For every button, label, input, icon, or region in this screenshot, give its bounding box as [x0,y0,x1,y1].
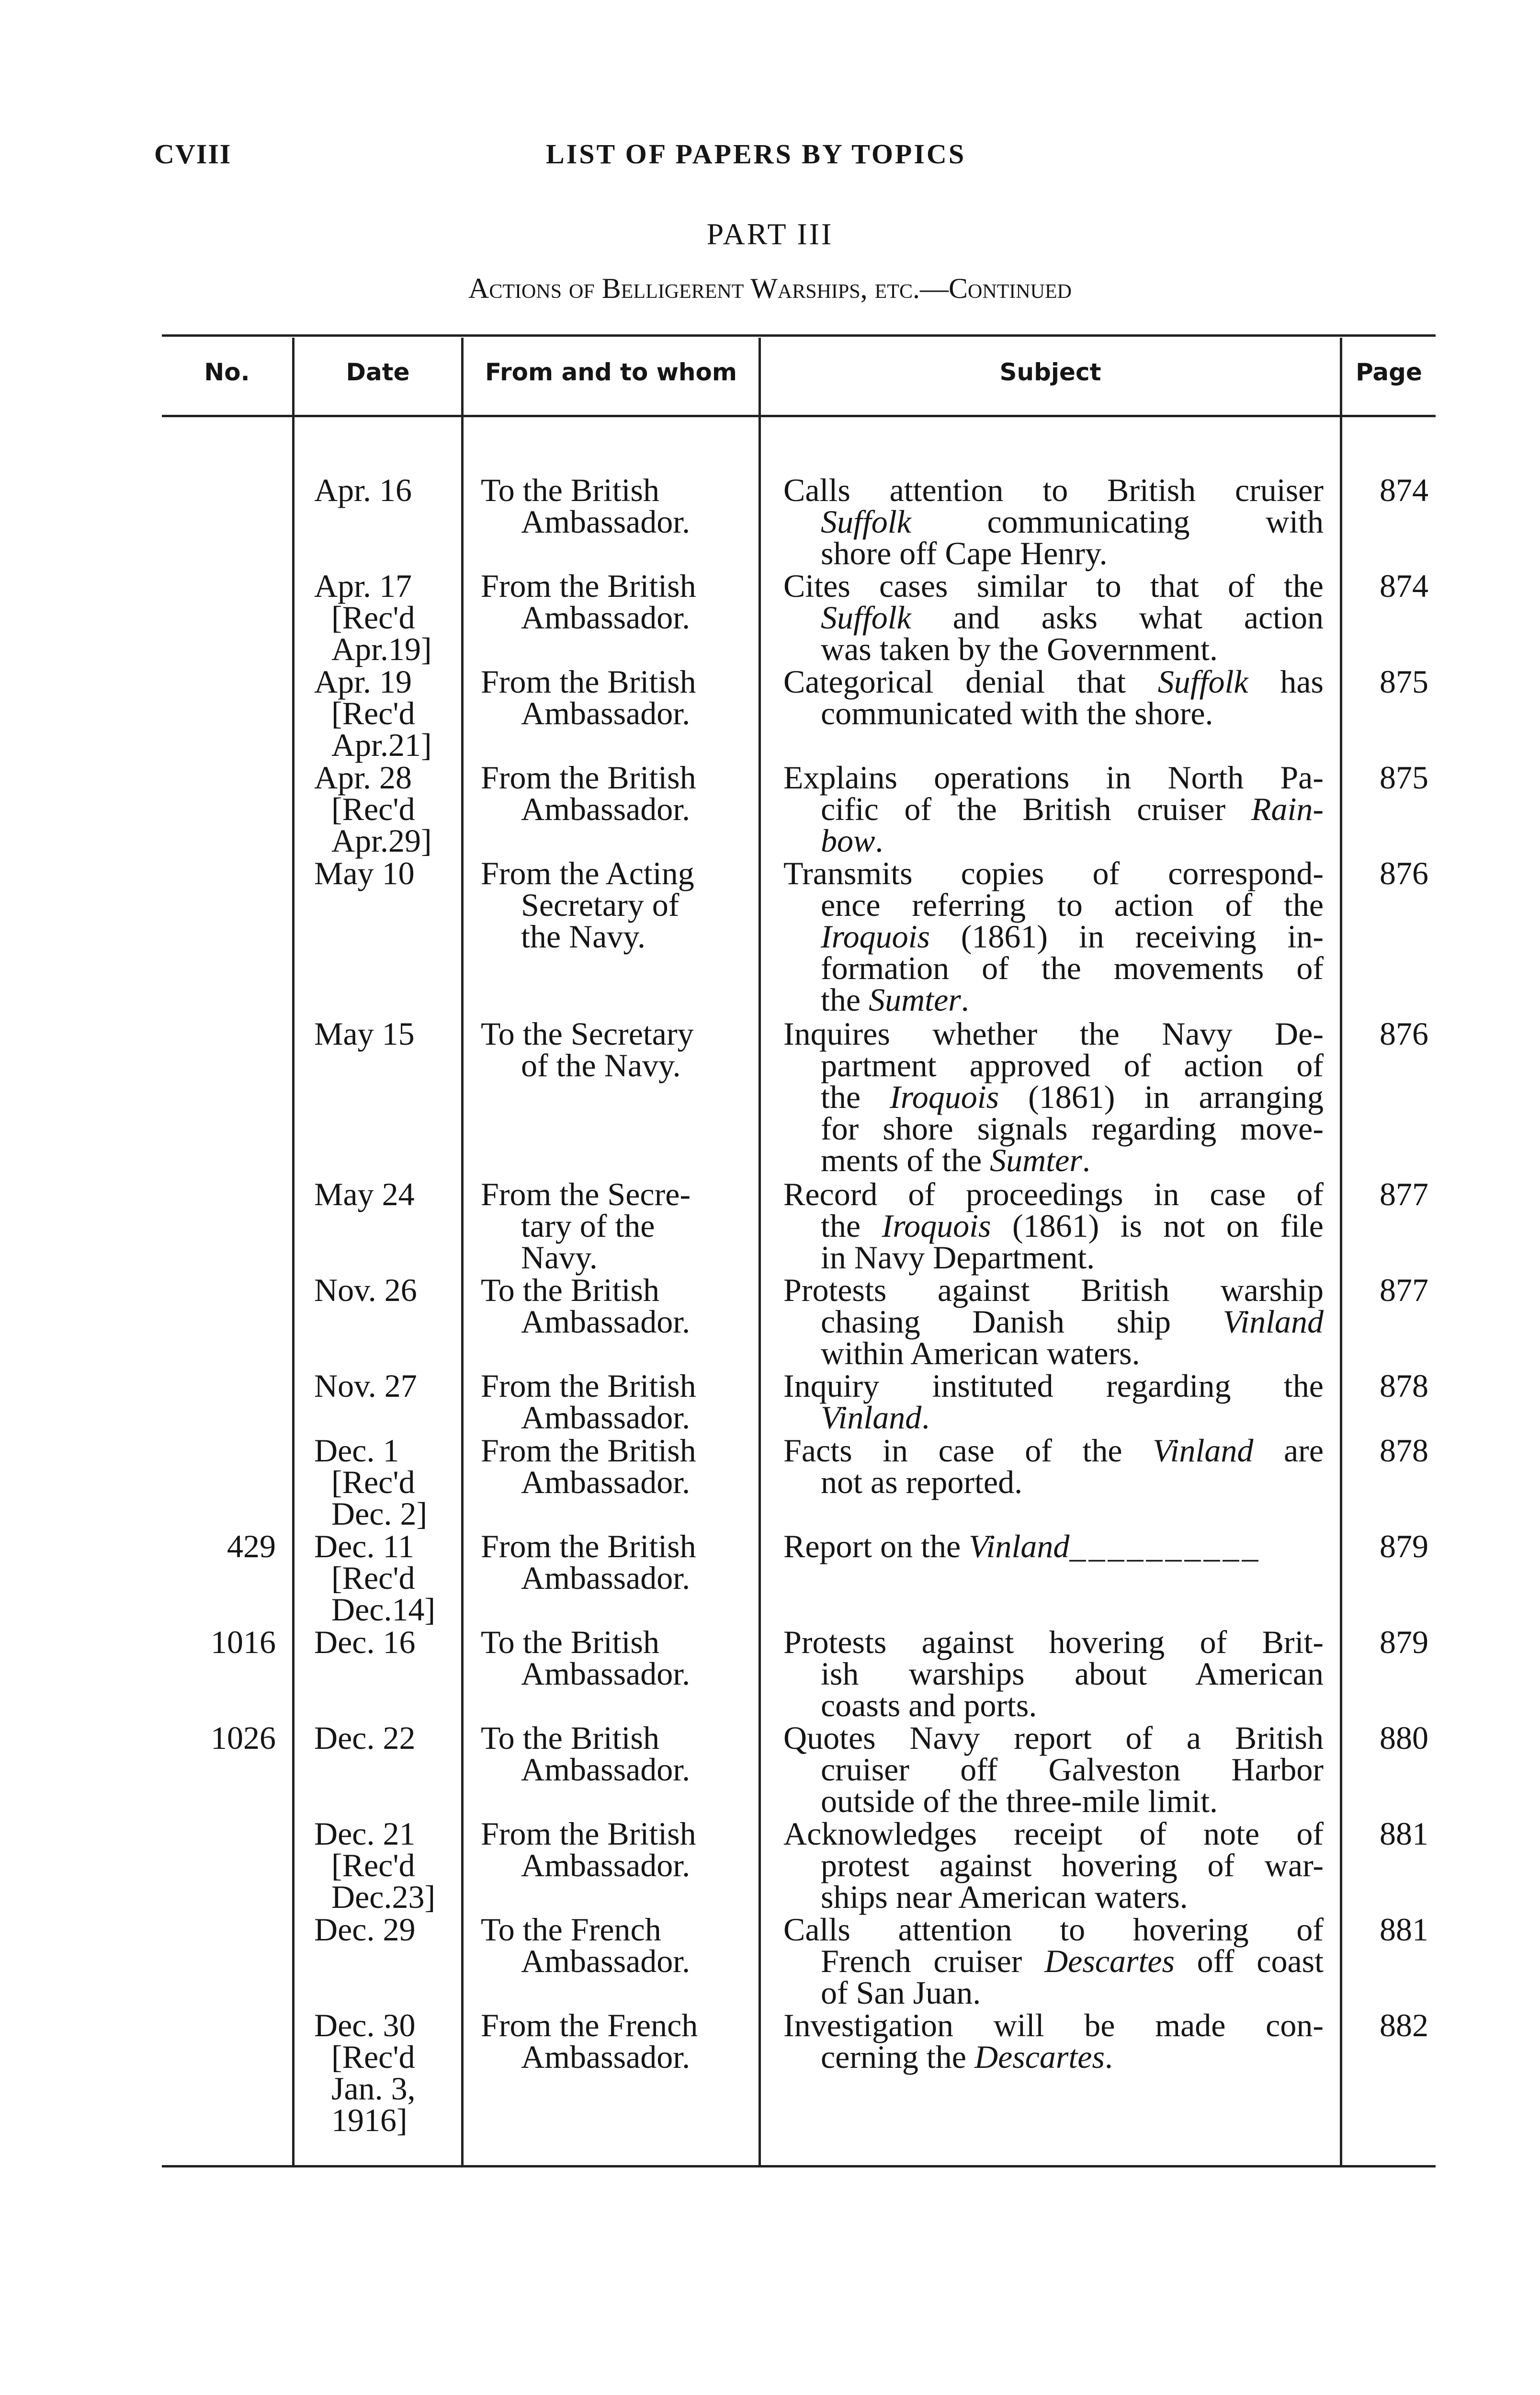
subject-cell [783,663,1324,731]
from-to-cell [481,759,752,827]
paper-number: 1026 [211,1720,276,1756]
from-to-line: From the Secre- [481,1176,691,1212]
date-cell [314,1178,458,1210]
italic-text: Sumter [869,981,961,1018]
from-to-line: Ambassador. [521,1847,691,1883]
date-line: Dec.23] [331,1879,436,1915]
from-to-line: Ambassador. [521,1751,691,1788]
from-to-cell [481,1015,752,1083]
date-line: Apr.21] [331,727,432,763]
date-line: 1916] [331,2102,408,2138]
column-divider [1340,338,1342,2165]
from-to-line: From the French [481,2007,698,2043]
column-divider [292,338,294,2165]
page-reference: 874 [1380,472,1428,508]
date-line: Dec. 22 [314,1720,416,1756]
subject-cell [783,759,1324,859]
section-subtitle: Actions of Belligerent Warships, etc.—Continued [468,273,1072,304]
column-header-page: Page [1356,358,1422,386]
date-cell [314,1015,458,1052]
from-to-line: To the British [481,1624,660,1660]
page-reference: 879 [1380,1528,1428,1564]
date-line: [Rec'd [331,695,415,731]
date-line: Dec. 11 [314,1528,414,1564]
date-line: [Rec'd [331,599,415,636]
dot-leader: __________ [1069,1528,1261,1564]
subject-cell [783,1911,1324,2011]
subject-cell [783,1274,1324,1369]
from-to-cell [481,472,752,540]
subject-line: ments of the Sumter. [821,1142,1090,1178]
italic-text: bow [821,822,875,859]
table-top-rule [162,334,1436,337]
subject-line: the Sumter. [821,981,969,1018]
subject-line: within American waters. [821,1335,1140,1371]
subject-line: Facts in case of the Vinland are [783,1432,1324,1469]
paper-number: 1016 [211,1624,276,1660]
from-to-line: the Navy. [521,918,645,955]
subject-line: Inquires whether the Navy De- [783,1015,1324,1052]
subject-line: Protests against hovering of Brit- [783,1624,1324,1660]
subject-cell [783,855,1324,1018]
date-line: May 24 [314,1176,415,1212]
from-to-line: From the British [481,1368,696,1404]
part-heading: PART III [706,217,834,251]
subject-line: Quotes Navy report of a British [783,1720,1324,1756]
subject-line: Inquiry instituted regarding the [783,1368,1324,1404]
subject-line: Suffolk and asks what action [821,599,1324,636]
date-line: Apr. 28 [314,759,412,796]
paper-number: 429 [227,1528,276,1564]
page-number: CVIII [154,138,232,170]
italic-text: Descartes [974,2039,1105,2075]
italic-text: Vinland [969,1528,1070,1564]
date-line: Apr.29] [331,822,432,859]
from-to-line: To the British [481,472,660,508]
italic-text: Vinland [1153,1432,1254,1469]
from-to-line: Ambassador. [521,1655,691,1692]
italic-text: Iroquois [821,918,930,955]
subject-line: ence referring to action of the [821,887,1324,923]
subject-cell [783,2009,1324,2073]
date-line: Apr. 16 [314,472,412,508]
subject-cell [783,1815,1324,1915]
date-line: May 10 [314,855,415,891]
subject-cell [783,1015,1324,1178]
page-reference: 878 [1380,1368,1428,1404]
from-to-cell [481,568,752,636]
from-to-line: From the British [481,663,696,700]
date-cell [314,759,458,859]
date-cell [314,1432,458,1532]
from-to-line: Secretary of [521,887,679,923]
subject-line: Record of proceedings in case of [783,1176,1324,1212]
date-cell [314,1528,458,1628]
page-reference: 876 [1380,1015,1428,1052]
from-to-line: To the French [481,1911,661,1948]
from-to-line: Ambassador. [521,503,691,540]
from-to-line: To the Secretary [481,1015,694,1052]
italic-text: Suffolk [1157,663,1248,700]
page-reference: 878 [1380,1432,1428,1469]
date-cell [314,857,458,889]
from-to-line: From the British [481,1528,696,1564]
date-line: [Rec'd [331,1464,415,1500]
from-to-line: Ambassador. [521,1560,691,1596]
subject-line: outside of the three-mile limit. [821,1783,1218,1819]
page-reference: 879 [1380,1624,1428,1660]
from-to-cell [481,1176,752,1276]
subject-line: French cruiser Descartes off coast [821,1943,1324,1979]
page-reference: 881 [1380,1911,1428,1948]
subject-line: cruiser off Galveston Harbor [821,1751,1324,1788]
date-line: Jan. 3, [331,2070,416,2107]
from-to-cell [481,1368,752,1436]
column-divider [461,338,464,2165]
subject-line: for shore signals regarding move- [821,1110,1324,1147]
page-reference: 875 [1380,663,1428,700]
from-to-cell [481,1911,752,1979]
subject-line: Categorical denial that Suffolk has [783,663,1324,700]
from-to-line: To the British [481,1720,660,1756]
date-cell [314,1274,458,1306]
italic-text: Suffolk [821,599,911,636]
from-to-line: To the British [481,1272,660,1308]
from-to-cell [481,663,752,731]
subject-line: ish warships about American [821,1655,1324,1692]
date-cell [314,570,458,665]
subject-line: was taken by the Government. [821,631,1218,667]
subject-cell [783,570,1324,665]
subject-cell [783,474,1324,569]
subject-line: Explains operations in North Pa- [783,759,1324,796]
from-to-cell [481,1624,752,1692]
italic-text: Sumter [990,1142,1082,1178]
from-to-cell [481,2009,752,2073]
column-header-date: Date [346,358,410,386]
date-line: Dec. 16 [314,1624,416,1660]
subject-line: cerning the Descartes. [821,2039,1113,2075]
date-line: Apr.19] [331,631,432,667]
subject-line: the Iroquois (1861) in arranging [821,1079,1324,1115]
from-to-line: Ambassador. [521,1399,691,1436]
page-reference: 877 [1380,1176,1428,1212]
date-cell [314,1370,458,1402]
from-to-line: From the Acting [481,855,694,891]
from-to-line: Ambassador. [521,2039,691,2075]
from-to-line: tary of the [521,1208,655,1244]
subject-line: Transmits copies of correspond- [783,855,1324,891]
subject-line: shore off Cape Henry. [821,535,1108,571]
from-to-line: of the Navy. [521,1047,681,1083]
from-to-cell [481,1272,752,1340]
from-to-cell [481,855,752,955]
subject-line: chasing Danish ship Vinland [821,1303,1324,1340]
subject-line: Acknowledges receipt of note of [783,1815,1324,1852]
date-line: Dec. 1 [314,1432,399,1469]
table-header-rule [162,415,1436,417]
date-line: Dec. 30 [314,2007,416,2043]
column-divider [759,338,761,2165]
from-to-line: Ambassador. [521,695,691,731]
date-line: [Rec'd [331,791,415,827]
italic-text: Iroquois [890,1079,999,1115]
from-to-line: Ambassador. [521,1943,691,1979]
subject-line: Suffolk communicating with [821,503,1324,540]
from-to-line: Ambassador. [521,1464,691,1500]
page-reference: 874 [1380,568,1428,604]
date-cell [314,1815,458,1915]
from-to-line: From the British [481,1815,696,1852]
from-to-line: Ambassador. [521,791,691,827]
subject-cell [783,1722,1324,1817]
from-to-line: From the British [481,759,696,796]
italic-text: Iroquois [882,1208,991,1244]
italic-text: Suffolk [821,503,911,540]
page-reference: 882 [1380,2007,1428,2043]
subject-line: communicated with the shore. [821,695,1213,731]
date-cell [314,1626,458,1658]
date-line: Dec.14] [331,1591,436,1628]
page-reference: 880 [1380,1720,1428,1756]
date-line: Dec. 21 [314,1815,416,1852]
date-line: Apr. 17 [314,568,412,604]
subject-line: coasts and ports. [821,1687,1037,1723]
subject-line: formation of the movements of [821,950,1324,986]
italic-text: Rain- [1251,791,1324,827]
date-line: Nov. 26 [314,1272,417,1308]
page-reference: 876 [1380,855,1428,891]
date-line: [Rec'd [331,1847,415,1883]
date-cell [314,1911,458,1948]
table-bottom-rule [162,2165,1436,2167]
date-cell [314,2009,458,2136]
date-line: Dec. 2] [331,1495,428,1532]
date-line: Nov. 27 [314,1368,417,1404]
subject-line: ships near American waters. [821,1879,1188,1915]
italic-text: Vinland [1223,1303,1324,1340]
date-line: May 15 [314,1015,415,1052]
subject-cell [783,1432,1324,1500]
subject-line: Iroquois (1861) in receiving in- [821,918,1324,955]
date-line: Apr. 19 [314,663,412,700]
from-to-cell [481,1720,752,1788]
from-to-line: Ambassador. [521,1303,691,1340]
date-line: [Rec'd [331,2039,415,2075]
from-to-cell [481,1530,752,1594]
column-header-from: From and to whom [485,358,737,386]
subject-line: protest against hovering of war- [821,1847,1324,1883]
italic-text: Descartes [1044,1943,1175,1979]
date-line: Dec. 29 [314,1911,416,1948]
subject-line: Calls attention to British cruiser [783,472,1324,508]
running-title: LIST OF PAPERS BY TOPICS [546,138,966,170]
subject-cell [783,1626,1324,1721]
from-to-line: Ambassador. [521,599,691,636]
subject-line: Calls attention to hovering of [783,1911,1324,1948]
page-reference: 875 [1380,759,1428,796]
date-cell [314,474,458,506]
subject-cell [783,1176,1324,1276]
subject-line: in Navy Department. [821,1239,1095,1276]
subject-line: bow. [821,822,883,859]
page-reference: 881 [1380,1815,1428,1852]
column-header-subject: Subject [999,358,1101,386]
italic-text: Vinland [821,1399,922,1436]
subject-line: not as reported. [821,1464,1023,1500]
subject-cell [783,1530,1324,1562]
from-to-cell [481,1432,752,1500]
from-to-line: From the British [481,1432,696,1469]
date-line: [Rec'd [331,1560,415,1596]
subject-line: partment approved of action of [821,1047,1324,1083]
date-cell [314,1722,458,1754]
subject-line: the Iroquois (1861) is not on file [821,1208,1324,1244]
from-to-cell [481,1815,752,1883]
subject-line: Vinland. [821,1399,930,1436]
page-reference: 877 [1380,1272,1428,1308]
from-to-line: Navy. [521,1239,598,1276]
subject-line: cific of the British cruiser Rain- [821,791,1324,827]
subject-line: Report on the Vinland__________ [783,1528,1261,1564]
date-cell [314,663,458,763]
from-to-line: From the British [481,568,696,604]
subject-line: Investigation will be made con- [783,2007,1324,2043]
subject-cell [783,1368,1324,1436]
subject-line: of San Juan. [821,1974,981,2011]
subject-line: Cites cases similar to that of the [783,568,1324,604]
subject-line: Protests against British warship [783,1272,1324,1308]
column-header-no: No. [204,358,250,386]
